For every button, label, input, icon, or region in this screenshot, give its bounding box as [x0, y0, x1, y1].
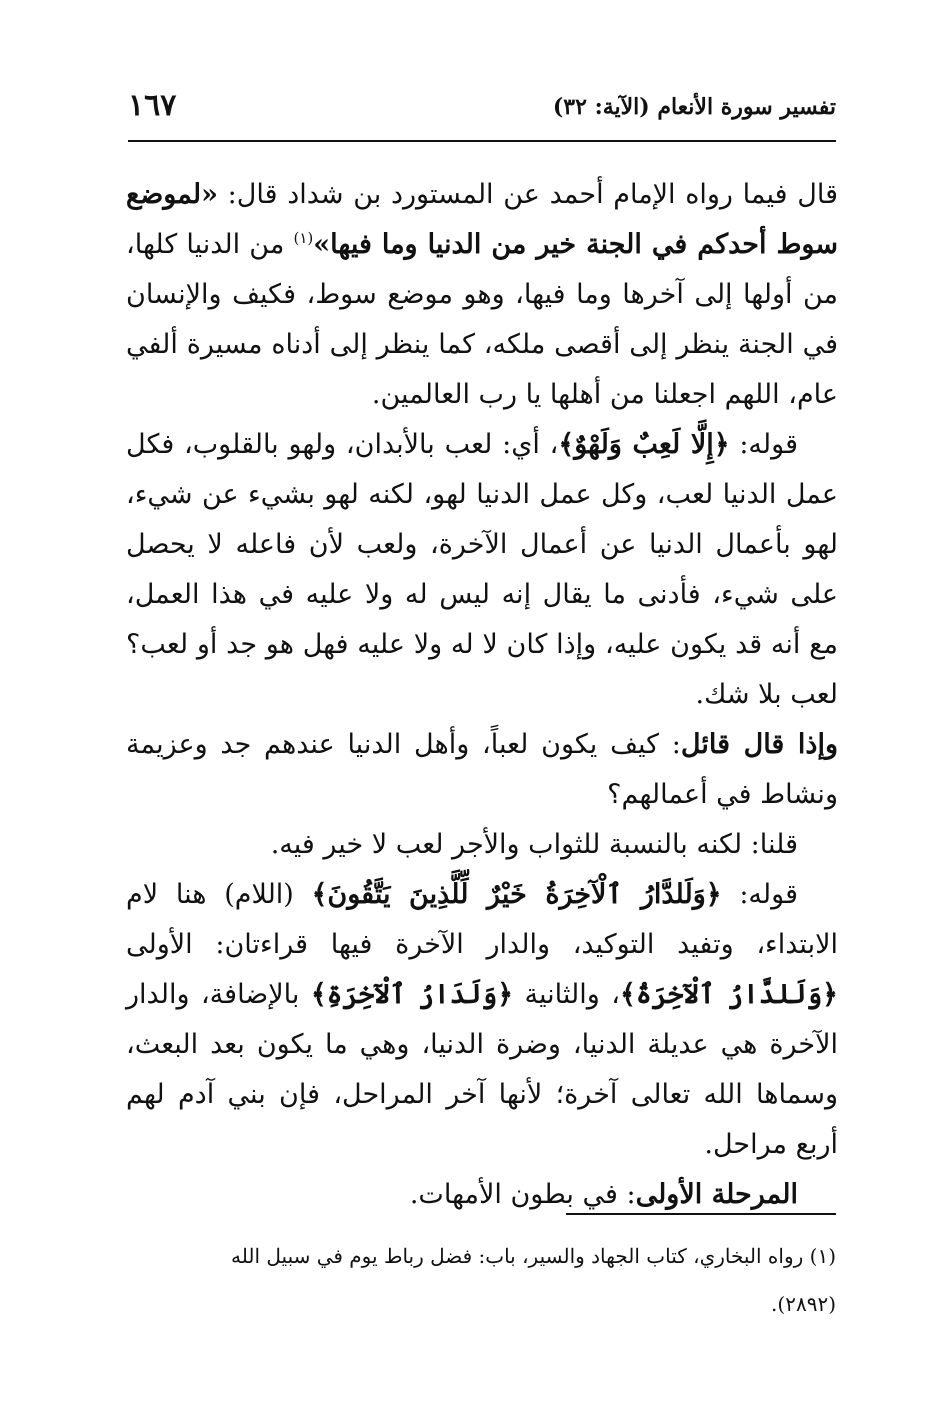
paragraph-text: (اللام) هنا لام الابتداء، وتفيد التوكيد، والدار الآخرة فيها قراءتان: الأولى [126, 879, 838, 960]
quran-verse: ﴿وَلَلدَّارُ ٱلْآخِرَةُ خَيْرٌ لِّلَّذِينَ يَتَّقُونَ﴾ [311, 879, 722, 910]
paragraph-text: بالإضافة، والدار الآخرة هي عديلة الدنيا، وضرة الدنيا، وهي ما يكون بعد البعث، وسماها الله تعالى آخرة؛ لأنها آخر المراحل، فإن بني آدم لهم أربع مراحل. [126, 979, 838, 1160]
paragraph-text: قوله: [721, 879, 798, 910]
paragraph-text: ، أي: لعب بالأبدان، ولهو بالقلوب، فكل عمل الدنيا لعب، وكل عمل الدنيا لهو، لكنه لهو بشيء عن شيء، لهو بأعمال الدنيا عن أعمال الآخرة، ولعب لأن فاعله لا يحصل على شيء، فأدنى ما يقال إنه ليس له ولا عليه في هذا العمل، مع أنه قد يكون عليه، وإذا كان لا له ولا عليه فهل هو جد أو لعب؟ لعب بلا شك. [126, 429, 838, 710]
paragraph-text: : في بطون الأمهات. [409, 1179, 636, 1210]
page-number: ١٦٧ [128, 88, 177, 123]
paragraph-play-and-amusement [126, 420, 838, 720]
paragraph-answer: قلنا: لكنه بالنسبة للثواب والأجر لعب لا خير فيه. [270, 829, 798, 860]
paragraph-text: من الدنيا كلها، من أولها إلى آخرها وما فيها، وهو موضع سوط، فكيف والإنسان في الجنة ينظر إلى أقصى ملكه، كما ينظر إلى أدناه مسيرة ألفي عام، اللهم اجعلنا من أهلها يا رب العالمين. [126, 229, 838, 410]
paragraph-hadith [126, 170, 838, 420]
paragraph-text: قال فيما رواه الإمام أحمد عن المستورد بن شداد قال: [217, 179, 838, 210]
bold-lead: المرحلة الأولى [635, 1179, 798, 1210]
quran-verse: ﴿إِلَّا لَعِبٌ وَلَهْوٌ﴾ [558, 429, 730, 460]
page-body [126, 170, 838, 1220]
footnote-divider [566, 1213, 836, 1215]
paragraph-hereafter [126, 870, 838, 1170]
quran-reading-second: ﴿وَلَدَارُ ٱلْآخِرَةِ﴾ [310, 979, 514, 1010]
paragraph-text: : كيف يكون لعباً، وأهل الدنيا عندهم جد وعزيمة ونشاط في أعمالهم؟ [126, 729, 838, 810]
paragraph-text: ، والثانية [513, 979, 620, 1010]
paragraph-text: قوله: [729, 429, 798, 460]
running-header [128, 88, 836, 132]
footnote-line: (١) رواه البخاري، كتاب الجهاد والسير، باب: فضل رباط يوم في سبيل الله [231, 1244, 836, 1268]
bold-lead: وإذا قال قائل [680, 729, 838, 760]
hadith-quote: «لموضع سوط أحدكم في الجنة خير من الدنيا وما فيها» [126, 179, 838, 260]
footnote-line: (٢٨٩٢). [771, 1292, 836, 1316]
paragraph-objection [126, 720, 838, 820]
footnote [128, 1232, 836, 1328]
header-title: تفسير سورة الأنعام (الآية: ٣٢) [552, 94, 836, 120]
footnote-reference[interactable]: (١) [293, 229, 314, 247]
header-divider [128, 140, 836, 142]
quran-reading-first: ﴿وَلَلدَّارُ ٱلْآخِرَةُ﴾ [620, 979, 838, 1010]
